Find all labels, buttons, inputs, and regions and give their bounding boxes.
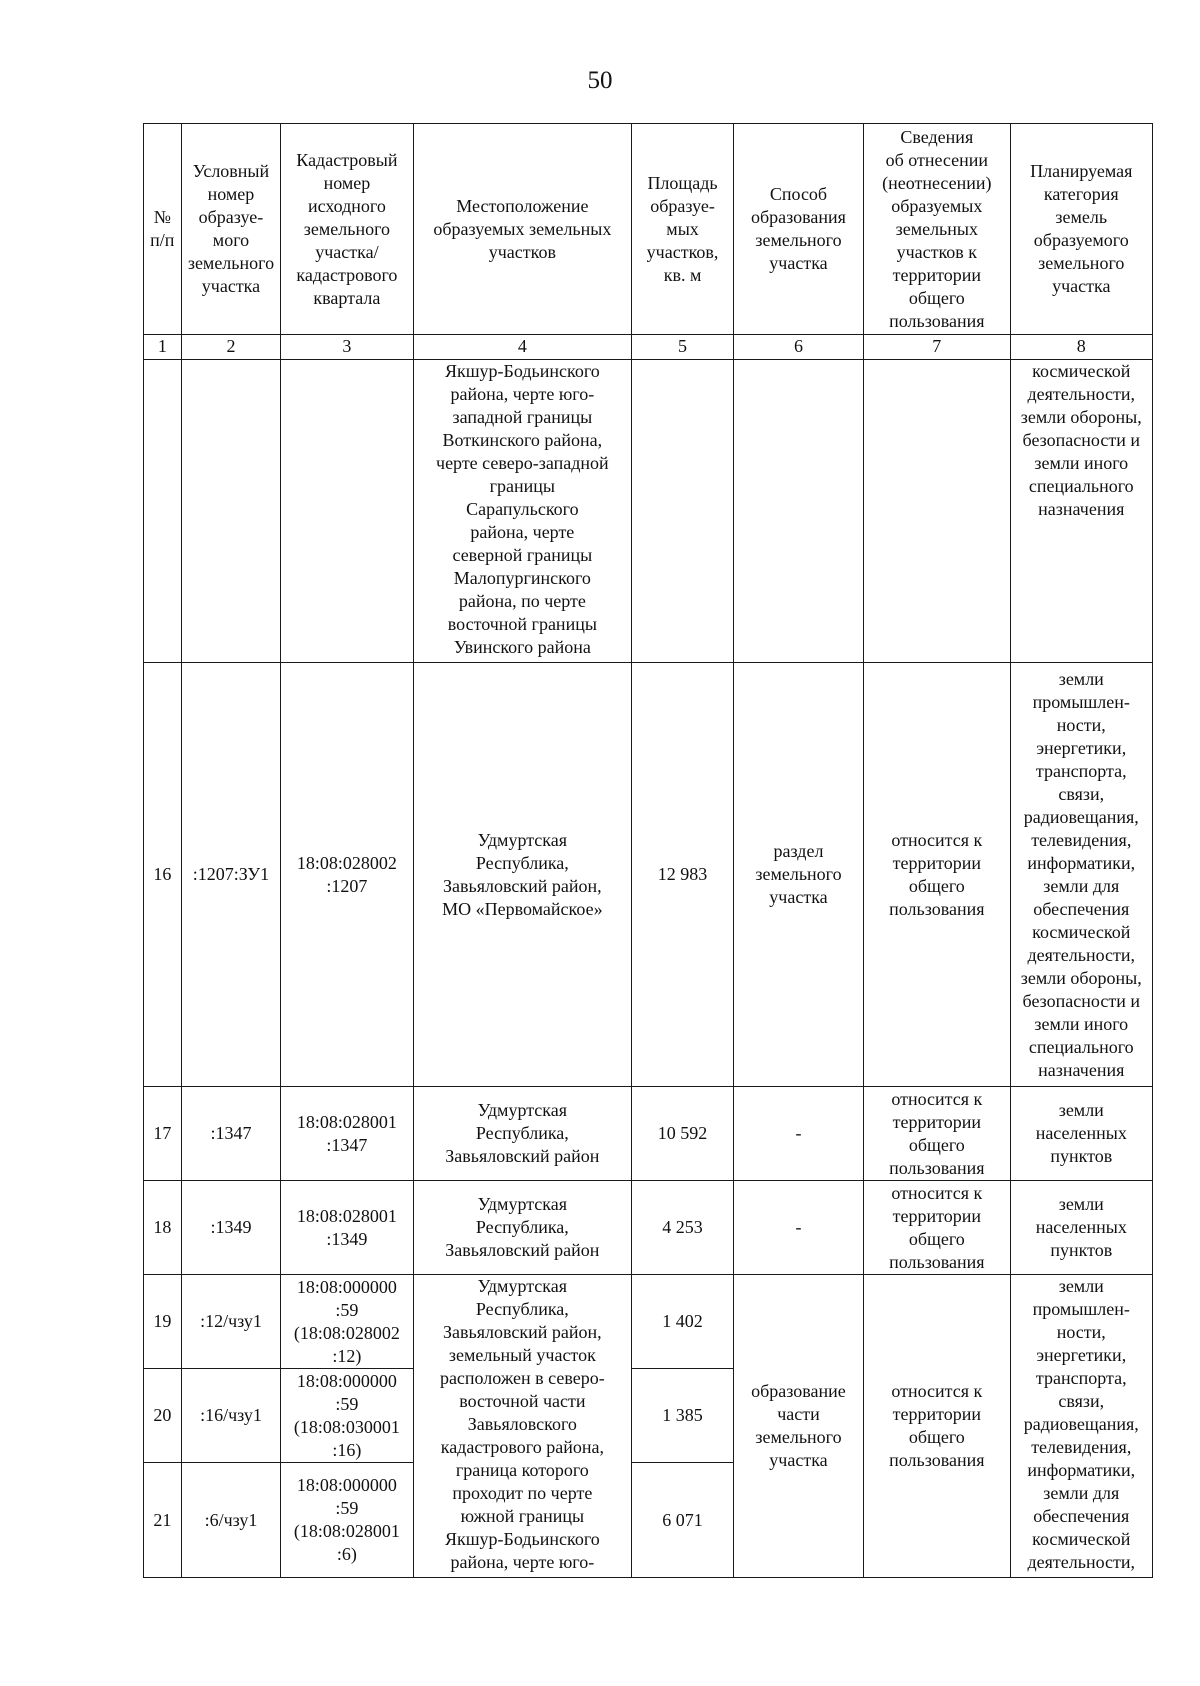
column-number: 3 — [281, 335, 413, 360]
cell-num — [144, 360, 182, 663]
cell-formation-method: раздел земельного участка — [733, 663, 863, 1087]
cell-formation-method — [733, 360, 863, 663]
table-row — [144, 663, 1153, 1087]
cell-formation-method-merged: образование части земельного участка — [733, 1275, 863, 1578]
cell-num: 18 — [144, 1181, 182, 1275]
cell-area — [632, 360, 734, 663]
cell-conditional-number: :6/чзу1 — [181, 1463, 281, 1578]
column-number: 4 — [413, 335, 632, 360]
header-area: Площадь образуе- мых участков, кв. м — [632, 124, 734, 335]
cell-land-category: земли промышлен- ности, энергетики, транспорта, связи, радиовещания, телевидения, информатики, земли для обеспечения космической деятельности, земли обороны, безопасности и земли иного специального назначения — [1010, 663, 1152, 1087]
cell-cadastral-number: 18:08:000000 :59 (18:08:028002 :12) — [281, 1275, 413, 1369]
cell-land-category: земли населенных пунктов — [1010, 1181, 1152, 1275]
cell-area: 10 592 — [632, 1087, 734, 1181]
cell-area: 6 071 — [632, 1463, 734, 1578]
cell-num: 16 — [144, 663, 182, 1087]
cell-conditional-number: :1349 — [181, 1181, 281, 1275]
cell-public-use — [864, 360, 1010, 663]
table-row — [144, 1087, 1153, 1181]
cell-location: Удмуртская Республика, Завьяловский район — [413, 1181, 632, 1275]
cell-num: 19 — [144, 1275, 182, 1369]
cell-formation-method: - — [733, 1181, 863, 1275]
cell-cadastral-number — [281, 360, 413, 663]
page-number: 50 — [587, 67, 613, 94]
header-num: № п/п — [144, 124, 182, 335]
cell-land-category-merged: земли промышлен- ности, энергетики, транспорта, связи, радиовещания, телевидения, информатики, земли для обеспечения космической деятельности, — [1010, 1275, 1152, 1578]
cell-conditional-number: :1347 — [181, 1087, 281, 1181]
table-row — [144, 1275, 1153, 1369]
column-numbers-row — [144, 335, 1153, 360]
cell-conditional-number: :12/чзу1 — [181, 1275, 281, 1369]
header-formation-method: Способ образования земельного участка — [733, 124, 863, 335]
cell-area: 1 385 — [632, 1369, 734, 1463]
cell-conditional-number — [181, 360, 281, 663]
cell-cadastral-number: 18:08:000000 :59 (18:08:028001 :6) — [281, 1463, 413, 1578]
cell-public-use: относится к территории общего пользования — [864, 663, 1010, 1087]
header-cadastral-number: Кадастровый номер исходного земельного участка/ кадастрового квартала — [281, 124, 413, 335]
cell-area: 1 402 — [632, 1275, 734, 1369]
header-public-use: Сведения об отнесении (неотнесении) образуемых земельных участков к территории общего пользования — [864, 124, 1010, 335]
cell-area: 4 253 — [632, 1181, 734, 1275]
cell-land-category: земли населенных пунктов — [1010, 1087, 1152, 1181]
table-row — [144, 1181, 1153, 1275]
cell-area: 12 983 — [632, 663, 734, 1087]
cell-location-merged: Удмуртская Республика, Завьяловский район, земельный участок расположен в северо- восточной части Завьяловского кадастрового района, граница которого проходит по черте южной границы Якшур-Бодьинского района, черте юго- — [413, 1275, 632, 1578]
header-land-category: Планируемая категория земель образуемого земельного участка — [1010, 124, 1152, 335]
header-row — [144, 124, 1153, 335]
cell-num: 17 — [144, 1087, 182, 1181]
cell-conditional-number: :16/чзу1 — [181, 1369, 281, 1463]
cell-cadastral-number: 18:08:028002 :1207 — [281, 663, 413, 1087]
cell-public-use-merged: относится к территории общего пользования — [864, 1275, 1010, 1578]
cell-formation-method: - — [733, 1087, 863, 1181]
cell-conditional-number: :1207:ЗУ1 — [181, 663, 281, 1087]
column-number: 2 — [181, 335, 281, 360]
cell-num: 20 — [144, 1369, 182, 1463]
cell-cadastral-number: 18:08:028001 :1349 — [281, 1181, 413, 1275]
header-location: Местоположение образуемых земельных участков — [413, 124, 632, 335]
cell-public-use: относится к территории общего пользования — [864, 1087, 1010, 1181]
cell-cadastral-number: 18:08:028001 :1347 — [281, 1087, 413, 1181]
cell-cadastral-number: 18:08:000000 :59 (18:08:030001 :16) — [281, 1369, 413, 1463]
cell-public-use: относится к территории общего пользования — [864, 1181, 1010, 1275]
cell-num: 21 — [144, 1463, 182, 1578]
cell-location: Якшур-Бодьинского района, черте юго- западной границы Воткинского района, черте северо-западной границы Сарапульского района, черте северной границы Малопургинского района, по черте восточной границы Увинского района — [413, 360, 632, 663]
column-number: 5 — [632, 335, 734, 360]
table-row-continuation — [144, 360, 1153, 663]
column-number: 7 — [864, 335, 1010, 360]
land-plots-table — [143, 123, 1153, 1578]
header-conditional-number: Условный номер образуе- мого земельного участка — [181, 124, 281, 335]
cell-location: Удмуртская Республика, Завьяловский район — [413, 1087, 632, 1181]
cell-location: Удмуртская Республика, Завьяловский район, МО «Первомайское» — [413, 663, 632, 1087]
column-number: 1 — [144, 335, 182, 360]
column-number: 6 — [733, 335, 863, 360]
column-number: 8 — [1010, 335, 1152, 360]
cell-land-category: космической деятельности, земли обороны, безопасности и земли иного специального назначения — [1010, 360, 1152, 663]
